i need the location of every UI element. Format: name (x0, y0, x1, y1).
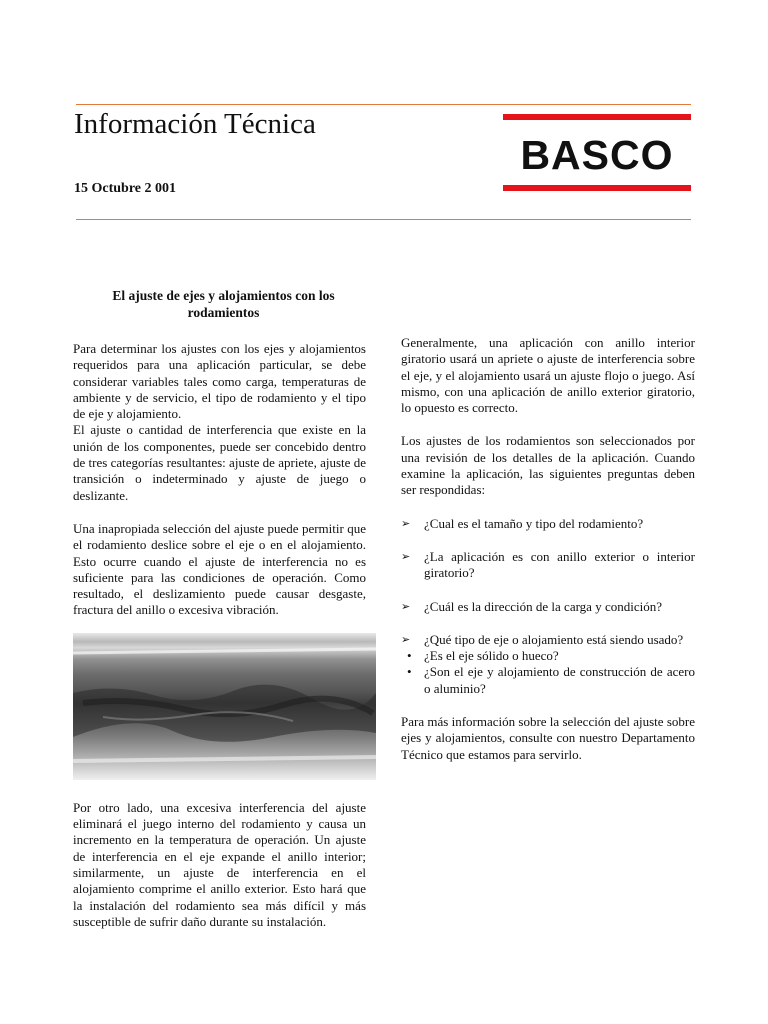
logo-text: BASCO (520, 132, 674, 178)
sub-questions-list (401, 648, 695, 697)
paragraph-contact: Para más información sobre la selección del ajuste sobre ejes y alojamientos, consulte con nuestro Departamento Técnico que estamos para servirlo. (401, 714, 695, 762)
list-item: ➢ ¿Cuál es la dirección de la carga y condición? (401, 598, 662, 614)
list-item: • ¿Es el eje sólido o hueco? (407, 648, 559, 664)
left-column (73, 287, 366, 930)
paragraph-improper-fit: Una inapropiada selección del ajuste puede permitir que el rodamiento deslice sobre el eje o en el alojamiento. Esto ocurre cuando el ajuste de interferencia no es suficiente para las condiciones de operación. Como resultado, el deslizamiento puede causar desgaste, fractura del anillo o excesiva vibración. (73, 520, 366, 618)
paragraph-categories: El ajuste o cantidad de interferencia que existe en la unión de los componentes, puede ser concebido dentro de tres categorías resultantes: ajuste de apriete, ajuste de transición o indeterminado y ajuste de juego o deslizante. (73, 422, 366, 503)
basco-logo (503, 114, 691, 193)
paragraph-rotating-ring: Generalmente, una aplicación con anillo interior giratorio usará un apriete o ajuste de interferencia sobre el eje, y el alojamiento usará un ajuste flojo o juego. Así mismo, con una aplicación de anillo exterior giratorio, lo opuesto es correcto. (401, 335, 695, 416)
header-bottom-rule (76, 219, 691, 220)
right-column (401, 335, 695, 763)
arrow-bullet-icon: ➢ (401, 517, 411, 530)
logo-top-bar (503, 114, 691, 120)
list-item: ➢ ¿La aplicación es con anillo exterior o interior giratorio? (401, 548, 695, 581)
dot-bullet-icon: • (407, 664, 412, 680)
list-item: ➢ ¿Cual es el tamaño y tipo del rodamiento? (401, 515, 644, 531)
list-item: • ¿Son el eje y alojamiento de construcción de acero o aluminio? (407, 664, 695, 696)
arrow-bullet-icon: ➢ (401, 633, 411, 646)
arrow-bullet-icon: ➢ (401, 600, 411, 613)
article-heading: El ajuste de ejes y alojamientos con los rodamientos (112, 288, 335, 320)
logo-bottom-bar (503, 185, 691, 191)
document-date: 15 Octubre 2 001 (74, 181, 177, 196)
dot-bullet-icon: • (407, 648, 412, 664)
bearing-wear-photo (73, 633, 376, 780)
header-top-rule (76, 104, 691, 105)
paragraph-excess-interference: Por otro lado, una excesiva interferencia del ajuste eliminará el juego interno del rodamiento y causa un incremento en la temperatura de operación. Un ajuste de interferencia en el eje expande el anillo interior; similarmente, un ajuste de interferencia en el alojamiento comprime el anillo exterior. Esto hará que la instalación del rodamiento sea más difícil y más susceptible de sufrir daño durante su instalación. (73, 799, 366, 929)
questions-list (401, 516, 695, 697)
page-title: Información Técnica (74, 108, 316, 140)
arrow-bullet-icon: ➢ (401, 550, 411, 563)
paragraph-factors: Para determinar los ajustes con los ejes y alojamientos requeridos para una aplicación particular, se debe considerar variables tales como carga, temperaturas de ambiente y de servicio, el tipo de rodamiento y el tipo de eje y alojamiento. (73, 341, 366, 422)
paragraph-selection: Los ajustes de los rodamientos son seleccionados por una revisión de los detalles de la aplicación. Cuando examine la aplicación, las siguientes preguntas deben ser respondidas: (401, 433, 695, 498)
list-item: ➢ ¿Qué tipo de eje o alojamiento está siendo usado? • ¿Es el eje sólido o hueco? • ¿Son el eje y alojamiento de construcción de acero o aluminio? (401, 631, 695, 696)
